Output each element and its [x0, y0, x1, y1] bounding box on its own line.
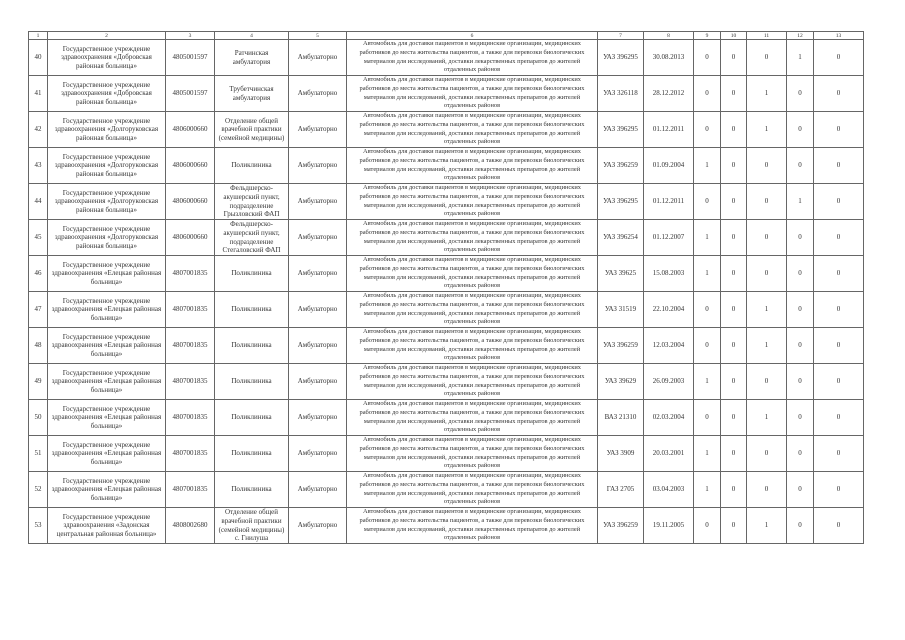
column-number-2: 2	[48, 32, 166, 40]
vehicle-model-cell: УАЗ 39629	[598, 364, 644, 400]
row-number-cell: 49	[29, 364, 48, 400]
count-col-10-cell: 0	[721, 220, 747, 256]
purpose-cell: Автомобиль для доставки пациентов в медицинские организации, медицинских работников до места жительства пациентов, а также для перевозки биологических материалов для исследований, доставки лекарственных препаратов до жителей отдаленных районов	[347, 364, 598, 400]
count-col-13-cell: 0	[814, 328, 864, 364]
care-type-cell: Амбулаторно	[289, 328, 347, 364]
count-col-9-cell: 1	[694, 148, 721, 184]
organization-cell: Государственное учреждение здравоохранения «Елецкая районная больница»	[48, 436, 166, 472]
count-col-13-cell: 0	[814, 292, 864, 328]
unit-cell: Поликлиника	[215, 328, 289, 364]
org-code-cell: 4805001597	[166, 76, 215, 112]
org-code-cell: 4806000660	[166, 184, 215, 220]
column-number-3: 3	[166, 32, 215, 40]
row-number-cell: 52	[29, 472, 48, 508]
column-number-12: 12	[787, 32, 814, 40]
count-col-12-cell: 0	[787, 364, 814, 400]
count-col-12-cell: 0	[787, 76, 814, 112]
count-col-12-cell: 0	[787, 400, 814, 436]
vehicle-model-cell: УАЗ 396295	[598, 112, 644, 148]
count-col-9-cell: 1	[694, 364, 721, 400]
org-code-cell: 4807001835	[166, 364, 215, 400]
count-col-13-cell: 0	[814, 256, 864, 292]
row-number-cell: 40	[29, 40, 48, 76]
organization-cell: Государственное учреждение здравоохранения «Добровская районная больница»	[48, 76, 166, 112]
org-code-cell: 4807001835	[166, 256, 215, 292]
count-col-11-cell: 0	[747, 148, 787, 184]
count-col-10-cell: 0	[721, 76, 747, 112]
vehicle-table	[28, 31, 864, 544]
vehicle-model-cell: УАЗ 31519	[598, 292, 644, 328]
date-cell: 19.11.2005	[644, 508, 694, 544]
purpose-cell: Автомобиль для доставки пациентов в медицинские организации, медицинских работников до места жительства пациентов, а также для перевозки биологических материалов для исследований, доставки лекарственных препаратов до жителей отдаленных районов	[347, 508, 598, 544]
count-col-11-cell: 1	[747, 328, 787, 364]
table-row	[29, 76, 864, 112]
count-col-11-cell: 1	[747, 112, 787, 148]
count-col-12-cell: 1	[787, 184, 814, 220]
count-col-11-cell: 0	[747, 220, 787, 256]
count-col-13-cell: 0	[814, 112, 864, 148]
table-row	[29, 292, 864, 328]
count-col-10-cell: 0	[721, 256, 747, 292]
organization-cell: Государственное учреждение здравоохранения «Елецкая районная больница»	[48, 472, 166, 508]
table-row	[29, 184, 864, 220]
care-type-cell: Амбулаторно	[289, 184, 347, 220]
purpose-cell: Автомобиль для доставки пациентов в медицинские организации, медицинских работников до места жительства пациентов, а также для перевозки биологических материалов для исследований, доставки лекарственных препаратов до жителей отдаленных районов	[347, 76, 598, 112]
purpose-cell: Автомобиль для доставки пациентов в медицинские организации, медицинских работников до места жительства пациентов, а также для перевозки биологических материалов для исследований, доставки лекарственных препаратов до жителей отдаленных районов	[347, 400, 598, 436]
count-col-10-cell: 0	[721, 436, 747, 472]
org-code-cell: 4807001835	[166, 400, 215, 436]
row-number-cell: 42	[29, 112, 48, 148]
care-type-cell: Амбулаторно	[289, 220, 347, 256]
count-col-9-cell: 0	[694, 400, 721, 436]
date-cell: 28.12.2012	[644, 76, 694, 112]
unit-cell: Фельдшерско-акушерский пункт, подразделение Стегаловский ФАП	[215, 220, 289, 256]
count-col-11-cell: 0	[747, 256, 787, 292]
vehicle-model-cell: УАЗ 396259	[598, 148, 644, 184]
unit-cell: Поликлиника	[215, 436, 289, 472]
count-col-11-cell: 1	[747, 76, 787, 112]
purpose-cell: Автомобиль для доставки пациентов в медицинские организации, медицинских работников до места жительства пациентов, а также для перевозки биологических материалов для исследований, доставки лекарственных препаратов до жителей отдаленных районов	[347, 148, 598, 184]
count-col-10-cell: 0	[721, 328, 747, 364]
count-col-9-cell: 0	[694, 508, 721, 544]
count-col-10-cell: 0	[721, 292, 747, 328]
unit-cell: Трубетчинская амбулатория	[215, 76, 289, 112]
vehicle-model-cell: УАЗ 396295	[598, 40, 644, 76]
date-cell: 26.09.2003	[644, 364, 694, 400]
count-col-12-cell: 0	[787, 220, 814, 256]
organization-cell: Государственное учреждение здравоохранения «Елецкая районная больница»	[48, 400, 166, 436]
count-col-12-cell: 0	[787, 256, 814, 292]
unit-cell: Отделение общей врачебной практики (семейной медицины) с. Гнилуша	[215, 508, 289, 544]
column-number-8: 8	[644, 32, 694, 40]
unit-cell: Поликлиника	[215, 400, 289, 436]
row-number-cell: 44	[29, 184, 48, 220]
care-type-cell: Амбулаторно	[289, 148, 347, 184]
org-code-cell: 4807001835	[166, 292, 215, 328]
count-col-13-cell: 0	[814, 220, 864, 256]
table-row	[29, 220, 864, 256]
row-number-cell: 41	[29, 76, 48, 112]
table-row	[29, 256, 864, 292]
organization-cell: Государственное учреждение здравоохранения «Долгоруковская районная больница»	[48, 220, 166, 256]
count-col-9-cell: 0	[694, 112, 721, 148]
organization-cell: Государственное учреждение здравоохранения «Елецкая районная больница»	[48, 256, 166, 292]
unit-cell: Поликлиника	[215, 292, 289, 328]
date-cell: 02.03.2004	[644, 400, 694, 436]
count-col-12-cell: 0	[787, 148, 814, 184]
count-col-9-cell: 0	[694, 76, 721, 112]
table-row	[29, 436, 864, 472]
organization-cell: Государственное учреждение здравоохранения «Елецкая районная больница»	[48, 328, 166, 364]
care-type-cell: Амбулаторно	[289, 436, 347, 472]
organization-cell: Государственное учреждение здравоохранения «Елецкая районная больница»	[48, 292, 166, 328]
unit-cell: Поликлиника	[215, 364, 289, 400]
table-row	[29, 364, 864, 400]
column-number-6: 6	[347, 32, 598, 40]
count-col-9-cell: 0	[694, 328, 721, 364]
date-cell: 30.08.2013	[644, 40, 694, 76]
column-number-1: 1	[29, 32, 48, 40]
org-code-cell: 4806000660	[166, 112, 215, 148]
count-col-11-cell: 1	[747, 292, 787, 328]
table-row	[29, 508, 864, 544]
organization-cell: Государственное учреждение здравоохранения «Долгоруковская районная больница»	[48, 112, 166, 148]
column-number-5: 5	[289, 32, 347, 40]
count-col-12-cell: 0	[787, 436, 814, 472]
date-cell: 01.12.2007	[644, 220, 694, 256]
organization-cell: Государственное учреждение здравоохранения «Долгоруковская районная больница»	[48, 184, 166, 220]
organization-cell: Государственное учреждение здравоохранения «Долгоруковская районная больница»	[48, 148, 166, 184]
purpose-cell: Автомобиль для доставки пациентов в медицинские организации, медицинских работников до места жительства пациентов, а также для перевозки биологических материалов для исследований, доставки лекарственных препаратов до жителей отдаленных районов	[347, 220, 598, 256]
vehicle-model-cell: УАЗ 396295	[598, 184, 644, 220]
column-number-9: 9	[694, 32, 721, 40]
care-type-cell: Амбулаторно	[289, 76, 347, 112]
organization-cell: Государственное учреждение здравоохранения «Добровская районная больница»	[48, 40, 166, 76]
count-col-12-cell: 0	[787, 508, 814, 544]
count-col-11-cell: 0	[747, 436, 787, 472]
vehicle-model-cell: УАЗ 39625	[598, 256, 644, 292]
unit-cell: Фельдшерско-акушерский пункт, подразделение Грызловский ФАП	[215, 184, 289, 220]
table-body	[29, 40, 864, 544]
row-number-cell: 46	[29, 256, 48, 292]
care-type-cell: Амбулаторно	[289, 508, 347, 544]
care-type-cell: Амбулаторно	[289, 400, 347, 436]
purpose-cell: Автомобиль для доставки пациентов в медицинские организации, медицинских работников до места жительства пациентов, а также для перевозки биологических материалов для исследований, доставки лекарственных препаратов до жителей отдаленных районов	[347, 184, 598, 220]
count-col-10-cell: 0	[721, 148, 747, 184]
count-col-11-cell: 1	[747, 400, 787, 436]
purpose-cell: Автомобиль для доставки пациентов в медицинские организации, медицинских работников до места жительства пациентов, а также для перевозки биологических материалов для исследований, доставки лекарственных препаратов до жителей отдаленных районов	[347, 112, 598, 148]
care-type-cell: Амбулаторно	[289, 472, 347, 508]
count-col-9-cell: 1	[694, 256, 721, 292]
date-cell: 20.03.2001	[644, 436, 694, 472]
count-col-10-cell: 0	[721, 508, 747, 544]
count-col-9-cell: 0	[694, 184, 721, 220]
org-code-cell: 4807001835	[166, 472, 215, 508]
date-cell: 03.04.2003	[644, 472, 694, 508]
count-col-9-cell: 0	[694, 40, 721, 76]
vehicle-model-cell: УАЗ 396259	[598, 508, 644, 544]
count-col-9-cell: 0	[694, 292, 721, 328]
table-row	[29, 400, 864, 436]
count-col-12-cell: 0	[787, 292, 814, 328]
column-number-row	[29, 32, 864, 40]
purpose-cell: Автомобиль для доставки пациентов в медицинские организации, медицинских работников до места жительства пациентов, а также для перевозки биологических материалов для исследований, доставки лекарственных препаратов до жителей отдаленных районов	[347, 40, 598, 76]
count-col-13-cell: 0	[814, 472, 864, 508]
vehicle-model-cell: УАЗ 3909	[598, 436, 644, 472]
org-code-cell: 4808002680	[166, 508, 215, 544]
unit-cell: Поликлиника	[215, 256, 289, 292]
count-col-9-cell: 1	[694, 220, 721, 256]
unit-cell: Поликлиника	[215, 472, 289, 508]
count-col-13-cell: 0	[814, 40, 864, 76]
count-col-13-cell: 0	[814, 148, 864, 184]
row-number-cell: 50	[29, 400, 48, 436]
unit-cell: Отделение общей врачебной практики (семейной медицины)	[215, 112, 289, 148]
column-number-13: 13	[814, 32, 864, 40]
column-number-4: 4	[215, 32, 289, 40]
vehicle-model-cell: УАЗ 396254	[598, 220, 644, 256]
care-type-cell: Амбулаторно	[289, 256, 347, 292]
count-col-10-cell: 0	[721, 400, 747, 436]
care-type-cell: Амбулаторно	[289, 364, 347, 400]
care-type-cell: Амбулаторно	[289, 292, 347, 328]
vehicle-model-cell: ВАЗ 21310	[598, 400, 644, 436]
care-type-cell: Амбулаторно	[289, 40, 347, 76]
org-code-cell: 4807001835	[166, 328, 215, 364]
count-col-13-cell: 0	[814, 76, 864, 112]
count-col-13-cell: 0	[814, 400, 864, 436]
document-page	[28, 31, 863, 544]
date-cell: 15.08.2003	[644, 256, 694, 292]
date-cell: 01.12.2011	[644, 112, 694, 148]
count-col-10-cell: 0	[721, 40, 747, 76]
org-code-cell: 4806000660	[166, 148, 215, 184]
date-cell: 22.10.2004	[644, 292, 694, 328]
organization-cell: Государственное учреждение здравоохранения «Задонская центральная районная больница»	[48, 508, 166, 544]
row-number-cell: 47	[29, 292, 48, 328]
count-col-10-cell: 0	[721, 112, 747, 148]
purpose-cell: Автомобиль для доставки пациентов в медицинские организации, медицинских работников до места жительства пациентов, а также для перевозки биологических материалов для исследований, доставки лекарственных препаратов до жителей отдаленных районов	[347, 436, 598, 472]
vehicle-model-cell: УАЗ 396259	[598, 328, 644, 364]
org-code-cell: 4807001835	[166, 436, 215, 472]
unit-cell: Поликлиника	[215, 148, 289, 184]
count-col-11-cell: 0	[747, 40, 787, 76]
count-col-13-cell: 0	[814, 364, 864, 400]
purpose-cell: Автомобиль для доставки пациентов в медицинские организации, медицинских работников до места жительства пациентов, а также для перевозки биологических материалов для исследований, доставки лекарственных препаратов до жителей отдаленных районов	[347, 292, 598, 328]
table-row	[29, 328, 864, 364]
count-col-13-cell: 0	[814, 508, 864, 544]
org-code-cell: 4806000660	[166, 220, 215, 256]
org-code-cell: 4805001597	[166, 40, 215, 76]
count-col-13-cell: 0	[814, 436, 864, 472]
row-number-cell: 48	[29, 328, 48, 364]
table-row	[29, 472, 864, 508]
column-number-10: 10	[721, 32, 747, 40]
vehicle-model-cell: УАЗ 326118	[598, 76, 644, 112]
count-col-10-cell: 0	[721, 364, 747, 400]
unit-cell: Ратчинская амбулатория	[215, 40, 289, 76]
count-col-12-cell: 0	[787, 472, 814, 508]
column-number-7: 7	[598, 32, 644, 40]
count-col-12-cell: 1	[787, 40, 814, 76]
count-col-11-cell: 1	[747, 508, 787, 544]
organization-cell: Государственное учреждение здравоохранения «Елецкая районная больница»	[48, 364, 166, 400]
row-number-cell: 53	[29, 508, 48, 544]
date-cell: 12.03.2004	[644, 328, 694, 364]
vehicle-model-cell: ГАЗ 2705	[598, 472, 644, 508]
count-col-12-cell: 0	[787, 328, 814, 364]
count-col-13-cell: 0	[814, 184, 864, 220]
table-row	[29, 148, 864, 184]
count-col-11-cell: 0	[747, 184, 787, 220]
purpose-cell: Автомобиль для доставки пациентов в медицинские организации, медицинских работников до места жительства пациентов, а также для перевозки биологических материалов для исследований, доставки лекарственных препаратов до жителей отдаленных районов	[347, 256, 598, 292]
table-row	[29, 112, 864, 148]
row-number-cell: 51	[29, 436, 48, 472]
count-col-12-cell: 0	[787, 112, 814, 148]
table-row	[29, 40, 864, 76]
column-number-11: 11	[747, 32, 787, 40]
count-col-10-cell: 0	[721, 472, 747, 508]
date-cell: 01.09.2004	[644, 148, 694, 184]
row-number-cell: 45	[29, 220, 48, 256]
purpose-cell: Автомобиль для доставки пациентов в медицинские организации, медицинских работников до места жительства пациентов, а также для перевозки биологических материалов для исследований, доставки лекарственных препаратов до жителей отдаленных районов	[347, 472, 598, 508]
care-type-cell: Амбулаторно	[289, 112, 347, 148]
purpose-cell: Автомобиль для доставки пациентов в медицинские организации, медицинских работников до места жительства пациентов, а также для перевозки биологических материалов для исследований, доставки лекарственных препаратов до жителей отдаленных районов	[347, 328, 598, 364]
date-cell: 01.12.2011	[644, 184, 694, 220]
count-col-10-cell: 0	[721, 184, 747, 220]
count-col-9-cell: 1	[694, 436, 721, 472]
count-col-11-cell: 0	[747, 364, 787, 400]
count-col-9-cell: 1	[694, 472, 721, 508]
count-col-11-cell: 0	[747, 472, 787, 508]
row-number-cell: 43	[29, 148, 48, 184]
